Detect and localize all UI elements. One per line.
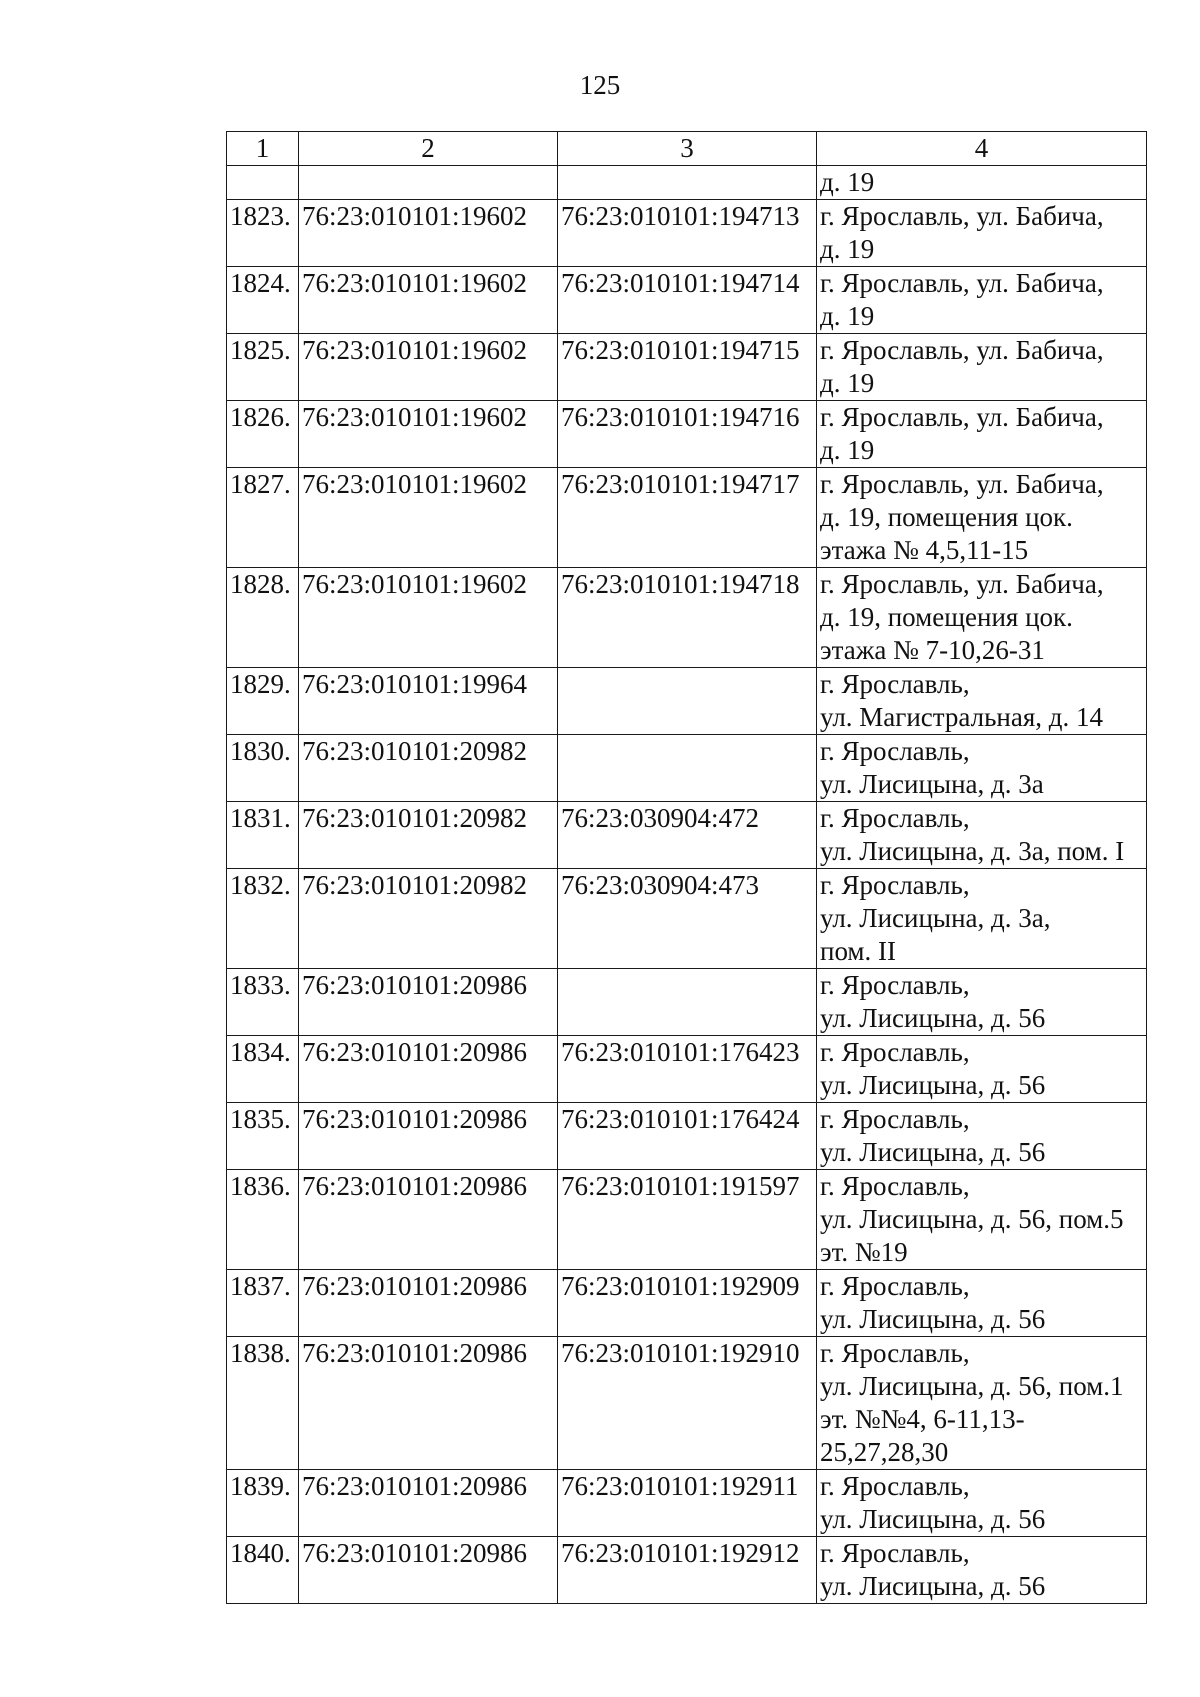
column-header: 3: [558, 132, 817, 166]
address-cell: [817, 1170, 1147, 1270]
table-row: [227, 1270, 1147, 1337]
object-cadastral-number-cell: 76:23:010101:192909: [558, 1270, 817, 1337]
land-cadastral-number-cell: 76:23:010101:20986: [299, 1170, 558, 1270]
address-line: ул. Лисицына, д. 56: [820, 1070, 1046, 1100]
object-cadastral-number-cell: 76:23:010101:194713: [558, 200, 817, 267]
address-line: г. Ярославль, ул. Бабича,: [820, 402, 1104, 432]
land-cadastral-number-cell: 76:23:010101:19602: [299, 401, 558, 468]
address-line: д. 19: [820, 167, 875, 197]
address-line: этажа № 4,5,11-15: [820, 535, 1029, 565]
address-line: д. 19: [820, 234, 875, 264]
land-cadastral-number-cell: 76:23:010101:20986: [299, 1036, 558, 1103]
address-line: эт. №19: [820, 1237, 908, 1267]
table-row: [227, 1470, 1147, 1537]
address-line: г. Ярославль,: [820, 870, 970, 900]
address-line: г. Ярославль,: [820, 1171, 970, 1201]
land-cadastral-number-cell: 76:23:010101:20986: [299, 1103, 558, 1170]
row-number-cell: 1826.: [227, 401, 299, 468]
address-cell: [817, 869, 1147, 969]
address-line: г. Ярославль,: [820, 970, 970, 1000]
address-cell: [817, 802, 1147, 869]
address-line: д. 19: [820, 435, 875, 465]
row-number-cell: 1827.: [227, 468, 299, 568]
address-cell: [817, 969, 1147, 1036]
address-line: г. Ярославль, ул. Бабича,: [820, 201, 1104, 231]
object-cadastral-number-cell: 76:23:010101:194715: [558, 334, 817, 401]
land-cadastral-number-cell: 76:23:010101:20982: [299, 802, 558, 869]
address-cell: [817, 1270, 1147, 1337]
table-row: [227, 969, 1147, 1036]
address-cell: [817, 735, 1147, 802]
address-line: д. 19, помещения цок.: [820, 602, 1073, 632]
land-cadastral-number-cell: 76:23:010101:19602: [299, 568, 558, 668]
table-row: [227, 1036, 1147, 1103]
address-cell: [817, 401, 1147, 468]
header-row: [227, 132, 1147, 166]
address-line: г. Ярославль,: [820, 1104, 970, 1134]
object-cadastral-number-cell: 76:23:010101:176424: [558, 1103, 817, 1170]
object-cadastral-number-cell: [558, 969, 817, 1036]
land-cadastral-number-cell: [299, 166, 558, 200]
address-line: эт. №№4, 6-11,13-: [820, 1404, 1025, 1434]
land-cadastral-number-cell: 76:23:010101:20986: [299, 1470, 558, 1537]
address-line: ул. Лисицына, д. 3а, пом. I: [820, 836, 1125, 866]
object-cadastral-number-cell: 76:23:010101:194718: [558, 568, 817, 668]
object-cadastral-number-cell: 76:23:010101:176423: [558, 1036, 817, 1103]
address-line: ул. Лисицына, д. 3а,: [820, 903, 1051, 933]
land-cadastral-number-cell: 76:23:010101:20986: [299, 1270, 558, 1337]
address-line: г. Ярославль,: [820, 1338, 970, 1368]
address-line: ул. Лисицына, д. 56: [820, 1304, 1046, 1334]
row-number-cell: [227, 166, 299, 200]
object-cadastral-number-cell: 76:23:010101:194714: [558, 267, 817, 334]
table-row: [227, 200, 1147, 267]
address-cell: [817, 1470, 1147, 1537]
row-number-cell: 1831.: [227, 802, 299, 869]
address-line: этажа № 7-10,26-31: [820, 635, 1045, 665]
table-row: [227, 869, 1147, 969]
land-cadastral-number-cell: 76:23:010101:19602: [299, 267, 558, 334]
address-line: 25,27,28,30: [820, 1437, 949, 1467]
table-row: [227, 1337, 1147, 1470]
row-number-cell: 1835.: [227, 1103, 299, 1170]
object-cadastral-number-cell: 76:23:010101:192912: [558, 1537, 817, 1604]
land-cadastral-number-cell: 76:23:010101:19602: [299, 200, 558, 267]
column-header: 2: [299, 132, 558, 166]
address-line: г. Ярославль,: [820, 1037, 970, 1067]
land-cadastral-number-cell: 76:23:010101:20986: [299, 1537, 558, 1604]
object-cadastral-number-cell: 76:23:030904:473: [558, 869, 817, 969]
object-cadastral-number-cell: 76:23:010101:194716: [558, 401, 817, 468]
row-number-cell: 1837.: [227, 1270, 299, 1337]
address-cell: [817, 267, 1147, 334]
table-body: [227, 166, 1147, 1604]
address-line: пом. II: [820, 936, 897, 966]
column-header: 1: [227, 132, 299, 166]
row-number-cell: 1832.: [227, 869, 299, 969]
address-line: г. Ярославль,: [820, 1538, 970, 1568]
object-cadastral-number-cell: [558, 668, 817, 735]
address-line: г. Ярославль,: [820, 803, 970, 833]
address-line: ул. Лисицына, д. 56, пом.1: [820, 1371, 1124, 1401]
address-line: г. Ярославль, ул. Бабича,: [820, 268, 1104, 298]
address-line: г. Ярославль,: [820, 1271, 970, 1301]
object-cadastral-number-cell: 76:23:030904:472: [558, 802, 817, 869]
address-line: ул. Лисицына, д. 3а: [820, 769, 1044, 799]
row-number-cell: 1834.: [227, 1036, 299, 1103]
land-cadastral-number-cell: 76:23:010101:20982: [299, 735, 558, 802]
row-number-cell: 1823.: [227, 200, 299, 267]
object-cadastral-number-cell: [558, 166, 817, 200]
row-number-cell: 1829.: [227, 668, 299, 735]
address-line: г. Ярославль, ул. Бабича,: [820, 469, 1104, 499]
table-row: [227, 468, 1147, 568]
address-cell: [817, 200, 1147, 267]
address-cell: [817, 468, 1147, 568]
address-line: д. 19: [820, 301, 875, 331]
address-cell: [817, 1337, 1147, 1470]
address-cell: [817, 1103, 1147, 1170]
table-row: [227, 166, 1147, 200]
row-number-cell: 1830.: [227, 735, 299, 802]
row-number-cell: 1839.: [227, 1470, 299, 1537]
address-line: г. Ярославль,: [820, 1471, 970, 1501]
land-cadastral-number-cell: 76:23:010101:19964: [299, 668, 558, 735]
address-cell: [817, 668, 1147, 735]
land-cadastral-number-cell: 76:23:010101:20986: [299, 1337, 558, 1470]
address-line: ул. Лисицына, д. 56, пом.5: [820, 1204, 1124, 1234]
table-row: [227, 334, 1147, 401]
row-number-cell: 1840.: [227, 1537, 299, 1604]
address-line: д. 19: [820, 368, 875, 398]
address-cell: [817, 334, 1147, 401]
table-row: [227, 735, 1147, 802]
page-number: 125: [579, 70, 621, 100]
address-line: г. Ярославль, ул. Бабича,: [820, 335, 1104, 365]
table-row: [227, 668, 1147, 735]
address-line: ул. Лисицына, д. 56: [820, 1571, 1046, 1601]
column-header: 4: [817, 132, 1147, 166]
address-cell: [817, 568, 1147, 668]
land-cadastral-number-cell: 76:23:010101:20986: [299, 969, 558, 1036]
address-line: ул. Лисицына, д. 56: [820, 1504, 1046, 1534]
object-cadastral-number-cell: 76:23:010101:192910: [558, 1337, 817, 1470]
object-cadastral-number-cell: 76:23:010101:192911: [558, 1470, 817, 1537]
table-row: [227, 568, 1147, 668]
row-number-cell: 1836.: [227, 1170, 299, 1270]
address-line: ул. Лисицына, д. 56: [820, 1003, 1046, 1033]
registry-table: [226, 131, 1147, 1604]
row-number-cell: 1824.: [227, 267, 299, 334]
object-cadastral-number-cell: 76:23:010101:191597: [558, 1170, 817, 1270]
address-line: ул. Лисицына, д. 56: [820, 1137, 1046, 1167]
object-cadastral-number-cell: [558, 735, 817, 802]
address-line: г. Ярославль, ул. Бабича,: [820, 569, 1104, 599]
address-cell: [817, 166, 1147, 200]
row-number-cell: 1825.: [227, 334, 299, 401]
land-cadastral-number-cell: 76:23:010101:20982: [299, 869, 558, 969]
address-cell: [817, 1036, 1147, 1103]
address-cell: [817, 1537, 1147, 1604]
table-row: [227, 1103, 1147, 1170]
table-row: [227, 401, 1147, 468]
land-cadastral-number-cell: 76:23:010101:19602: [299, 334, 558, 401]
table-row: [227, 802, 1147, 869]
land-cadastral-number-cell: 76:23:010101:19602: [299, 468, 558, 568]
row-number-cell: 1828.: [227, 568, 299, 668]
table-row: [227, 1170, 1147, 1270]
address-line: г. Ярославль,: [820, 736, 970, 766]
table-row: [227, 267, 1147, 334]
object-cadastral-number-cell: 76:23:010101:194717: [558, 468, 817, 568]
row-number-cell: 1838.: [227, 1337, 299, 1470]
address-line: ул. Магистральная, д. 14: [820, 702, 1104, 732]
address-line: д. 19, помещения цок.: [820, 502, 1073, 532]
table-row: [227, 1537, 1147, 1604]
row-number-cell: 1833.: [227, 969, 299, 1036]
address-line: г. Ярославль,: [820, 669, 970, 699]
